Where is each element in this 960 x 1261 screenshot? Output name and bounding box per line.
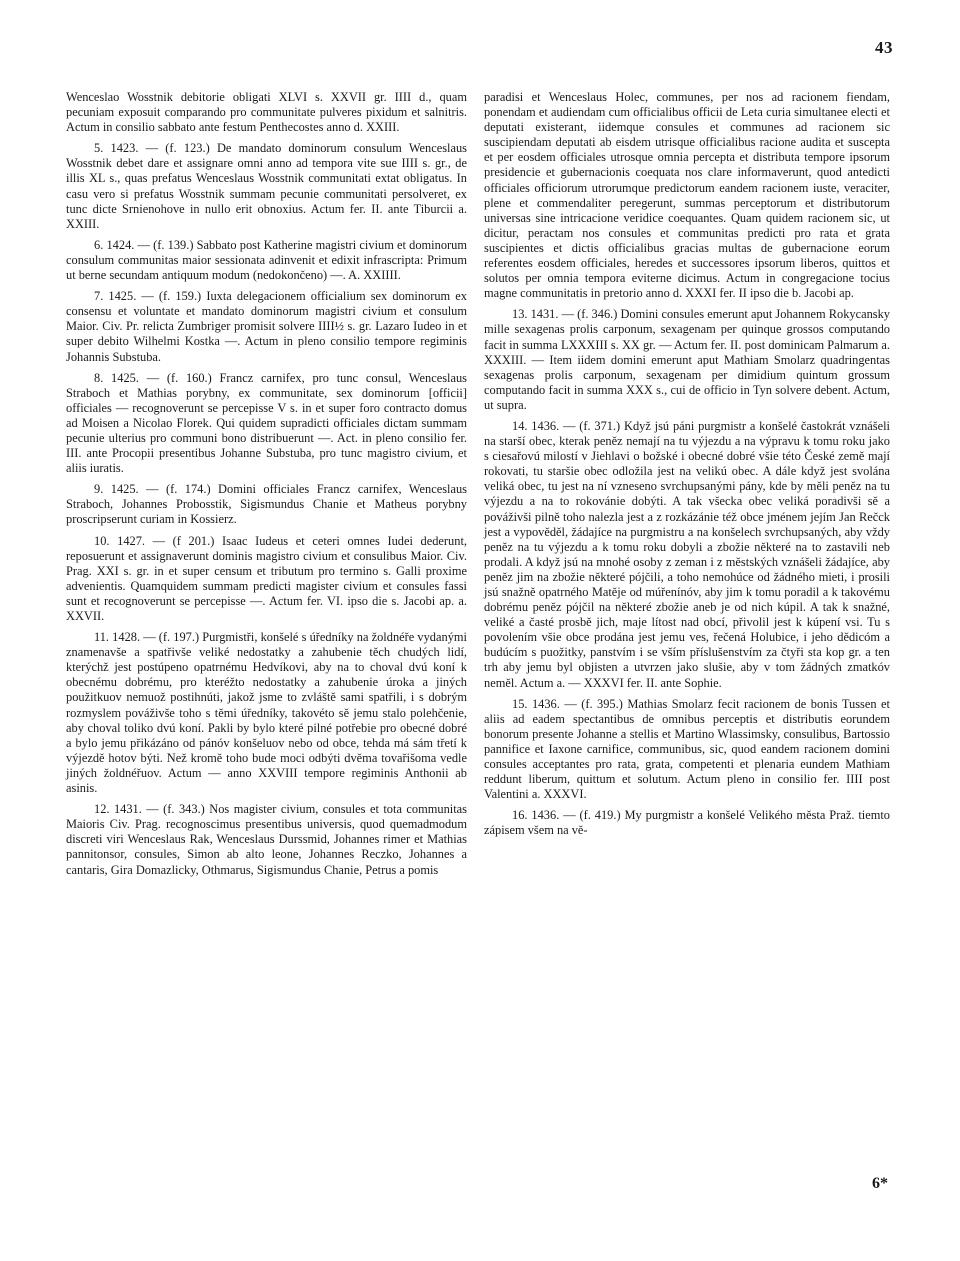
entry-heading: 15. 1436. — (f. 395.) [512,696,623,711]
entry-text: Domini consules emerunt aput Johannem Rokycansky mille sexagenas prolis carponum, sexagenam per quinque grossos computando facit in summa LXXXIII s. XX gr. — Actum fer. II. post dominicam Palmarum a. XXXIII. — Item iidem domini emerunt aput Mathiam Smolarz quadringentas sexagenas prolis carponum, sexagenam per dimidium quintum grossum computando facit in summa XXX s., cui de officio in Tyn solvere debent. Actum, ut supra. [484,307,890,412]
page-number: 43 [875,38,893,57]
document-entry [484,307,890,413]
document-entry [66,630,467,796]
entry-heading: 13. 1431. — (f. 346.) [512,307,618,322]
entry-heading: 16. 1436. — (f. 419.) [512,808,621,823]
document-entry [66,238,467,283]
entry-text: Nos magister civium, consules et tota communitas Maioris Civ. Prag. recognoscimus presentibus universis, quod quemadmodum discreti viri Wenceslaus Rak, Wenceslaus Durssmid, Johannes rimer et Mathias pannitonsor, consules, Simon ab alto leone, Johannes Reczko, Johannes a cantaris, Gira Domazlicky, Othmarus, Sigismundus Chanie, Petrus a pomis [66,802,467,877]
entry-text: Domini officiales Francz carnifex, Wenceslaus Straboch, Johannes Probosstik, Sigismundus Chanie et Matheus porybny proscripserunt curiam in Kossierz. [66,482,467,527]
entry-text: Když jsú páni purgmistr a konšelé častokrát vznášeli na starší obec, kterak peněz nemají na tu výjezdu a na výpravu k tomu roku jako s ciesařovú milostí v Jiehlavi o božské i obecné dobré všie této České země mají rokovati, tu staršie obec odložila jest na velikú obec. A dále když jest svolána veliká obec, tu jest na ní vzneseno svrchupsanými pány, kde by měli peněz na tu výjezdu a na to rokovánie dobýti. A tak všecka obec veliká poradivši sě a pováživši pilně toho nalezla jest a z rozkázánie též obce jménem jejím Jan Rečck jest a vypověděl, žádajíce na purgmistru a na konšelech svrchupsaných, aby vždy peněz na tu výjezdu a k tomu roku dobyli a zbožie některé na to zastavili neb prodali. A když jsú na mnohé osoby z zeman i z městských vznášeli žádajíce, aby peněz jim na zbožie některé pójčili, a toho nemohúce od žádného mieti, i prosili jsú snažně opatrného Matěje od múřenínóv, aby jim k tomu poradil a k takovému dobrému peněz pójčil na některé zbožie aneb je od nich kúpil. A tak k snažné, veliké a časté prosbě jich, maje lítost nad obcí, přivolil jest k kúpení vsi. Tu s povolením všie obce prodána jest jemu ves, řečená Holubice, i jeho dědicóm a budúcím s puožitky, panstvím i se vším příslušenstvím za čtyři sta kop gr. a ten trh aby jemu byl objisten a utvrzen jako slušie, aby v tom žádných zmatkóv neměl. Actum a. — XXXVI fer. II. ante Sophie. [484,418,890,690]
document-entry [66,90,467,135]
document-entry [66,289,467,364]
document-entry [484,697,890,803]
entry-text: Mathias Smolarz fecit racionem de bonis Tussen et aliis ad eadem spectantibus de omnibus perceptis et distributis eorundem bonorum presente Johanne a stellis et Martino Wlassimsky, consulibus, Bartossio pannifice et Iaxone carnifice, communibus, sic, quod eandem racionem domini consules acceptantes pro rata, grata, competenti et plenaria eundem Mathiam reddunt liberum, quittum et solutum. Actum pleno in consilio fer. IIII post Valentini a. XXXVI. [484,696,890,802]
entry-heading: 5. 1423. — (f. 123.) [94,141,210,156]
document-entry [66,802,467,877]
document-entry [484,808,890,838]
entry-text: Iuxta delegacionem officialium sex dominorum ex consensu et voluntate et mandato dominorum magistri civium et consulum Maior. Civ. Pr. relicta Zumbriger promisit solvere IIII½ s. gr. Lazaro Iudeo in et super debito Wilhelmi Kostka —. Actum in pleno consilio tempore regiminis Johannis Substuba. [66,289,467,364]
document-entry [484,90,890,301]
right-column [484,90,890,845]
entry-text: Francz carnifex, pro tunc consul, Wenceslaus Straboch et Mathias porybny, ex communitate, sex dominorum [officii] officiales — recognoverunt se percepisse V s. in et super foro contracto domus ad Moisen a Nicolao Florek. Qui quidem supradicti officiales dictam summam pecunie ulterius pro communi bono distribuerunt —. Act. in pleno consilio fer. III. ante Procopii presentibus Johanne Substuba, pro tunc magistro civium, et aliis iuratis. [66,370,467,476]
entry-text: De mandato dominorum consulum Wenceslaus Wosstnik debet dare et assignare omni anno ad tempora vite sue IIII s. gr., de illis XL s., quas prefatus Wenceslaus Wosstnik communitati extat obligatus. In casu vero si prefatus Wosstnik summam pecunie communitati persolveret, ex tunc dicte Srnienohove in nullo erit obnoxius. Actum fer. II. ante Tiburcii a. XXIII. [66,141,467,231]
entry-heading: 12. 1431. — (f. 343.) [94,802,205,817]
entry-heading: 10. 1427. — (f 201.) [94,533,215,548]
entry-text: Isaac Iudeus et ceteri omnes Iudei dederunt, reposuerunt et assignaverunt dominis magistro civium et consulibus Maior. Civ. Prag. XXI s. gr. in et super censum et tributum pro termino s. Galli proxime advenientis. Quamquidem summam predicti magister civium et consules fassi sunt et recognoverunt se percepisse —. Actum fer. VI. ipso die s. Jacobi ap. a. XXVII. [66,533,467,623]
entry-text: paradisi et Wenceslaus Holec, communes, per nos ad racionem fiendam, ponendam et audiendam cum officialibus officii de Leta curia simultanee electi et deputati existerant, iidemque consules et communes ad racionem sic suscipiendam deputati ab eisdem utrisque officialibus racione audita et suscepta et per eosdem officiales utrosque omnia percepta et distributa tempore ipsorum presidencie et gubernacionis coequata nos clare informaverunt, quod antedicti officiales officiorum utrorumque predictorum eandem racionem iuste, veraciter, plene et commendaliter peregerunt, summas perceptorum et distributorum universas sine intricacione veridice coequantes. Quam quidem racionem sic, ut dicitur, peractam nos consules et communitas predicti pro rata et grata suscipientes et dictis officialibus gracias multas de gubernacione eorum referentes eosdem officiales, heredes et successores ipsorum liberos, quittos et solutos per omnia tempora eviterne dicimus. Actum in congregacione tocius magne communitatis in pretorio anno d. XXXI fer. II ipso die b. Jacobi ap. [484,90,890,301]
document-entry [66,141,467,232]
entry-heading: 9. 1425. — (f. 174.) [94,482,211,497]
document-entry [484,419,890,691]
entry-heading: 8. 1425. — (f. 160.) [94,370,212,385]
entry-heading: 7. 1425. — (f. 159.) [94,289,202,304]
entry-heading: 6. 1424. — (f. 139.) [94,237,194,252]
entry-text: Sabbato post Katherine magistri civium et dominorum consulum communitas maior sessionata adinvenit et edixit infrascripta: Primum ut berne secundam antiquum modum (nedokončeno) —. A. XXIIII. [66,237,467,283]
left-column [66,90,467,884]
signature-mark: 6* [872,1175,888,1192]
entry-heading: 14. 1436. — (f. 371.) [512,418,621,433]
entry-text: Wenceslao Wosstnik debitorie obligati XLVI s. XXVII gr. IIII d., quam pecuniam exposuit comparando pro communitate pulveres pixidum et salnitris. Actum in consilio sabbato ante festum Penthecostes anno d. XXIII. [66,90,467,135]
entry-text: Purgmistři, konšelé s úředníky na žoldnéře vydanými znamenavše a spatřivše veliké nedostatky a zahubenie těch chudých lidí, kterýchž jest postúpeno opatrnému Hedvíkovi, aby na to choval dvú koní k obecnému dobrému, pro kteréžto nedostatky a zahubenie úroka a jiných použitkuov nemuož postihnúti, jakož jsme to zvláště sami spatřili, i s dobrým rozmyslem pováživše toho s těmi úředníky, takovéto sě jemu stalo polehčenie, aby choval toliko dvú koní. Pakli by bylo které pilné potřebie pro obecné dobré a bylo jemu přikázáno od pánóv konšeluov nebo od obce, tehda má sám třetí k výjezdě hotov býti. Než kromě toho bude moci odbýti dvěma tovařišoma vedle jiných žoldnéřuov. Actum — anno XXVIII tempore regiminis Anthonii ab asinis. [66,630,467,796]
document-entry [66,534,467,625]
entry-text: My purgmistr a konšelé Velikého města Praž. tiemto zápisem všem na vě- [484,808,890,838]
document-entry [66,371,467,477]
document-entry [66,482,467,527]
entry-heading: 11. 1428. — (f. 197.) [94,630,200,645]
